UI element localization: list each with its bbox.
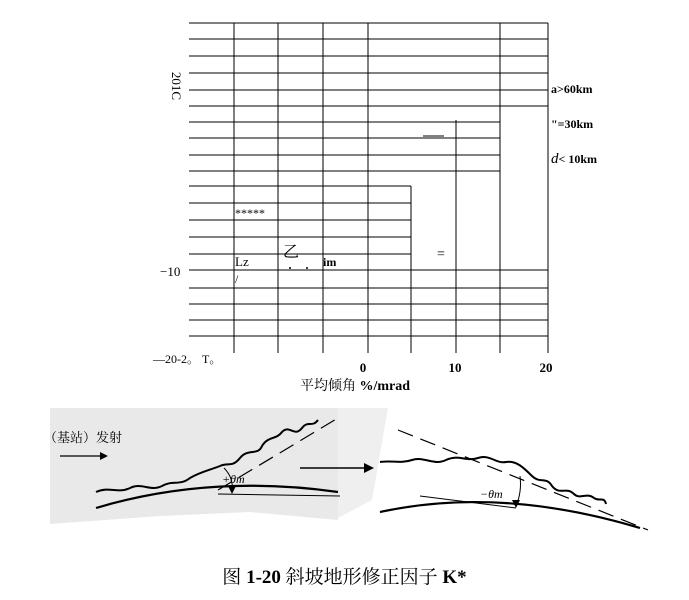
diagram-background [50, 408, 338, 524]
figure-caption [0, 562, 689, 589]
x-tick-20: 20 [539, 360, 553, 375]
minus-theta-label: −θm [480, 487, 503, 501]
legend-d-symbol: d [551, 151, 559, 167]
diagram-background-right [338, 408, 388, 518]
annotation-lz: Lz [235, 254, 249, 269]
bottom-left-label: —20-2。 T。 [153, 352, 222, 366]
annotation-slash: / [235, 272, 239, 286]
x-axis-label-cn: 平均倾角 [300, 379, 360, 394]
legend-a: a>60km [551, 82, 593, 96]
annotation-im: im [323, 255, 337, 269]
y-axis-rotated-label: 201C [169, 71, 184, 101]
right-dashed-line [398, 430, 648, 530]
station-label: （基站）发射 [44, 430, 123, 445]
annotation-stars: ***** [235, 206, 265, 220]
legend-c-text: < 10km [558, 152, 598, 166]
annotation-dots [289, 267, 308, 269]
plus-theta-label: +θm [222, 472, 245, 486]
annotation-eq: = [437, 247, 445, 262]
legend-c [551, 151, 597, 167]
caption-symbol: K* [442, 567, 467, 588]
y-tick-minus-10: −10 [160, 264, 181, 279]
caption-text: 斜坡地形修正因子 [280, 567, 443, 588]
legend-b: "=30km [551, 117, 594, 131]
diagram [44, 408, 648, 530]
caption-number: 1-20 [246, 567, 281, 588]
x-axis-label [300, 378, 410, 394]
x-axis-label-unit: %/mrad [359, 379, 411, 394]
x-tick-0: 0 [359, 360, 367, 375]
caption-prefix: 图 [222, 567, 247, 588]
annotation-yi: 乙 [283, 244, 300, 261]
x-tick-10: 10 [448, 360, 462, 375]
chart-grid [189, 23, 548, 353]
right-earth-curve [380, 502, 640, 528]
